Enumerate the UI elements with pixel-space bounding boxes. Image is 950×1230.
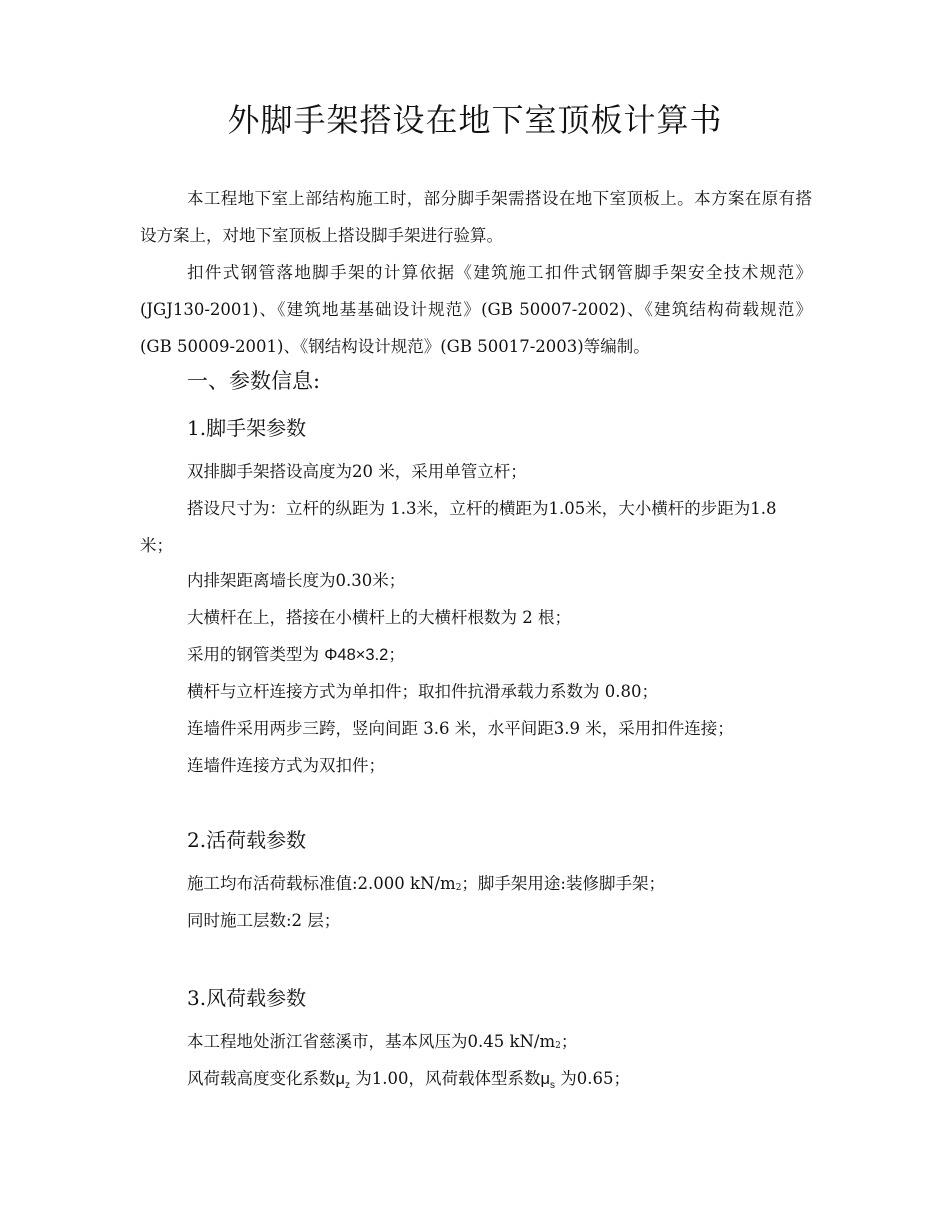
mu-subscript-z: z (345, 1080, 351, 1091)
shape-coefficient-label: 为1.00，风荷载体型系数 (350, 1069, 541, 1088)
unit-exponent: 2 (455, 883, 462, 893)
unit-exponent: 2 (555, 1041, 561, 1051)
mu-subscript-s: s (550, 1080, 556, 1091)
scaffold-height-line: 双排脚手架搭设高度为20 米，采用单管立杆； (187, 462, 527, 481)
intro-paragraph-2: 扣件式钢管落地脚手架的计算依据《建筑施工扣件式钢管脚手架安全技术规范》(JGJ130-2001)、《建筑地基基础设计规范》(GB 50007-2002)、《建筑结构荷载规范》(GB 50009-2001)、《钢结构设计规范》(GB 50017-2003)等编制。 (140, 263, 812, 356)
wind-pressure-value: 本工程地处浙江省慈溪市，基本风压为0.45 kN/m (187, 1032, 556, 1051)
steel-tube-type-value: Φ48×3.2 (324, 646, 389, 664)
inner-frame-distance-line: 内排架距离墙长度为0.30米； (187, 571, 406, 590)
scaffold-dimensions-line: 搭设尺寸为：立杆的纵距为 1.3米，立杆的横距为1.05米，大小横杆的步距为1.8 米； (140, 499, 777, 555)
steel-tube-type-line (187, 643, 405, 667)
wall-tie-spacing-line: 连墙件采用两步三跨，竖向间距 3.6 米，水平间距3.9 米，采用扣件连接； (187, 719, 734, 738)
mu-symbol: μ (335, 1070, 346, 1088)
scaffold-purpose: ；脚手架用途:装修脚手架； (461, 874, 665, 893)
wall-tie-connection-line: 连墙件连接方式为双扣件； (187, 756, 385, 775)
big-crossbar-line: 大横杆在上，搭接在小横杆上的大横杆根数为 2 根； (187, 608, 571, 627)
wind-pressure-suffix: ； (560, 1032, 578, 1051)
live-load-value: 施工均布活荷载标准值:2.000 kN/m (187, 874, 456, 893)
subsection-heading-wind-load: 3.风荷载参数 (187, 986, 307, 1010)
wind-coefficients-line (187, 1067, 630, 1098)
steel-tube-type-suffix: ； (388, 645, 405, 664)
live-load-standard-line (187, 872, 665, 900)
concurrent-floors-line: 同时施工层数:2 层； (187, 911, 341, 930)
section-heading-parameters: 一、参数信息: (187, 369, 321, 393)
shape-coefficient-value: 为0.65； (555, 1069, 630, 1088)
subsection-heading-scaffold: 1.脚手架参数 (187, 416, 307, 440)
steel-tube-type-label: 采用的钢管类型为 (187, 645, 325, 664)
intro-paragraph-1: 本工程地下室上部结构施工时，部分脚手架需搭设在地下室顶板上。本方案在原有搭设方案上，对地下室顶板上搭设脚手架进行验算。 (140, 189, 812, 245)
height-coefficient-label: 风荷载高度变化系数 (187, 1069, 336, 1088)
basic-wind-pressure-line (187, 1030, 577, 1058)
document-title: 外脚手架搭设在地下室顶板计算书 (227, 101, 723, 139)
mu-symbol: μ (540, 1070, 551, 1088)
connection-method-line: 横杆与立杆连接方式为单扣件；取扣件抗滑承载力系数为 0.80； (187, 682, 658, 701)
subsection-heading-live-load: 2.活荷载参数 (187, 828, 307, 852)
